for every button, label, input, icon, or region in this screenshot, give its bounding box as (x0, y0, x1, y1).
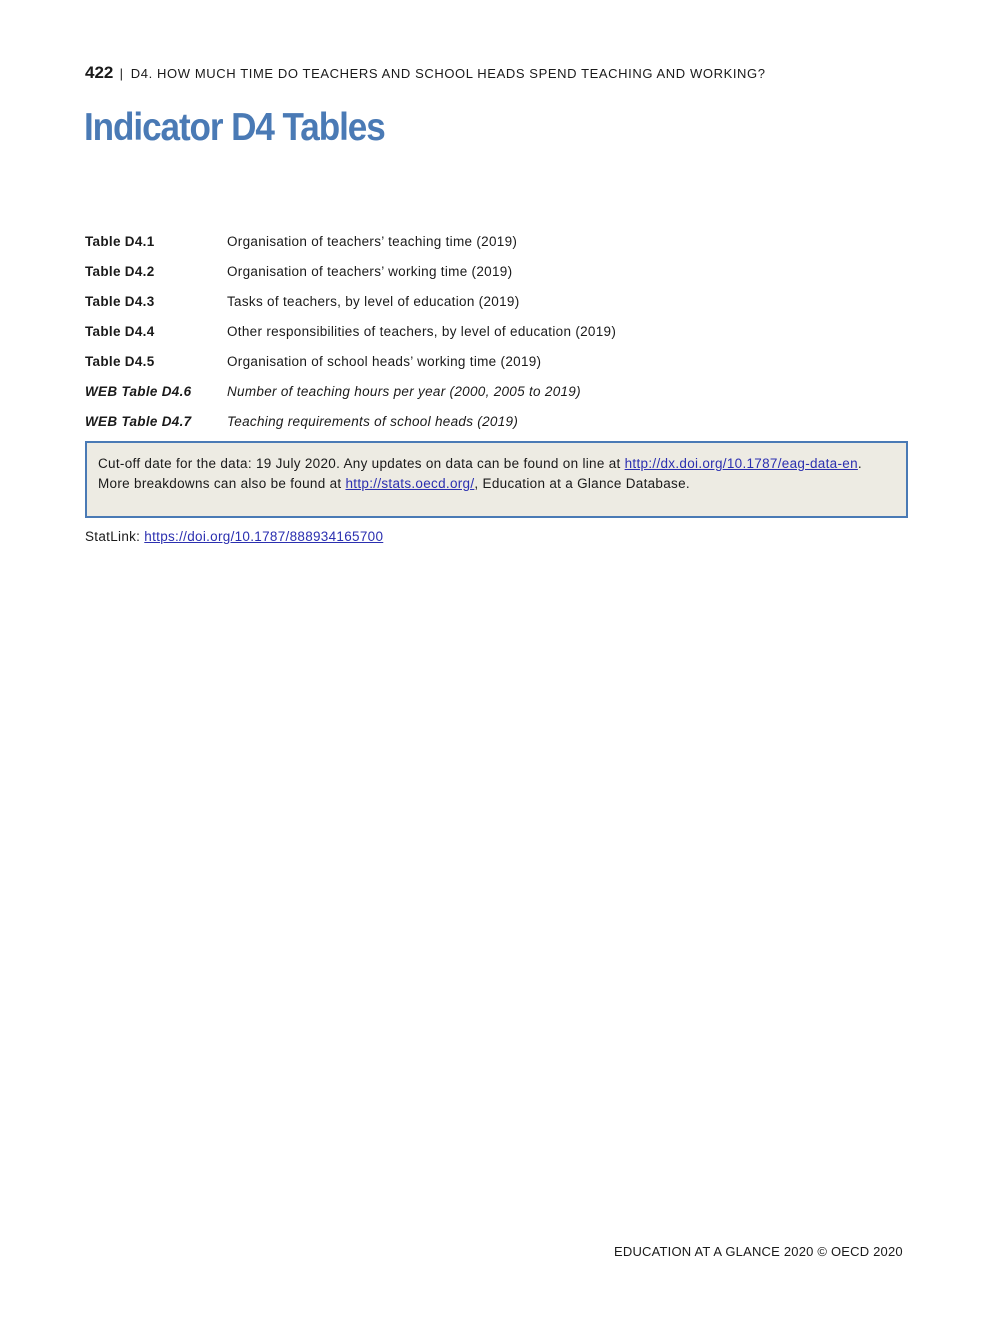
statlink-url[interactable]: https://doi.org/10.1787/888934165700 (144, 529, 384, 544)
table-label: Table D4.4 (85, 324, 155, 339)
statlink-label: StatLink: (85, 529, 145, 544)
table-description: Other responsibilities of teachers, by level of education (2019) (227, 324, 617, 339)
table-label: WEB Table D4.6 (85, 384, 192, 399)
page-title: Indicator D4 Tables (84, 106, 385, 149)
table-description: Organisation of school heads’ working time (2019) (227, 354, 542, 369)
table-label: Table D4.5 (85, 354, 155, 369)
data-note-box (85, 441, 908, 518)
table-row-d4-1[interactable] (85, 234, 907, 264)
table-label: WEB Table D4.7 (85, 414, 192, 429)
eag-data-link[interactable]: http://dx.doi.org/10.1787/eag-data-en (624, 456, 858, 471)
running-title: D4. HOW MUCH TIME DO TEACHERS AND SCHOOL HEADS SPEND TEACHING AND WORKING? (130, 66, 766, 81)
table-description: Number of teaching hours per year (2000, 2005 to 2019) (227, 384, 581, 399)
table-list (85, 234, 907, 444)
note-text: , Education at a Glance Database. (474, 476, 690, 491)
table-row-d4-5[interactable] (85, 354, 907, 384)
table-row-web-d4-6[interactable] (85, 384, 907, 414)
page-footer: EDUCATION AT A GLANCE 2020 © OECD 2020 (614, 1244, 903, 1259)
table-row-d4-3[interactable] (85, 294, 907, 324)
note-text: Cut-off date for the data: 19 July 2020. Any updates on data can be found on line at (98, 456, 625, 471)
table-row-web-d4-7[interactable] (85, 414, 907, 444)
table-description: Organisation of teachers’ teaching time (2019) (227, 234, 518, 249)
running-header (85, 63, 766, 83)
statlink (85, 529, 383, 544)
table-row-d4-2[interactable] (85, 264, 907, 294)
table-label: Table D4.2 (85, 264, 155, 279)
note-text: . More breakdowns can also be found at (98, 456, 862, 491)
table-description: Teaching requirements of school heads (2019) (227, 414, 519, 429)
page-number: 422 (85, 63, 114, 82)
oecd-stats-link[interactable]: http://stats.oecd.org/ (345, 476, 475, 491)
header-separator: | (119, 66, 124, 81)
table-description: Organisation of teachers’ working time (2019) (227, 264, 513, 279)
table-row-d4-4[interactable] (85, 324, 907, 354)
table-description: Tasks of teachers, by level of education (2019) (227, 294, 520, 309)
table-label: Table D4.1 (85, 234, 155, 249)
table-label: Table D4.3 (85, 294, 155, 309)
